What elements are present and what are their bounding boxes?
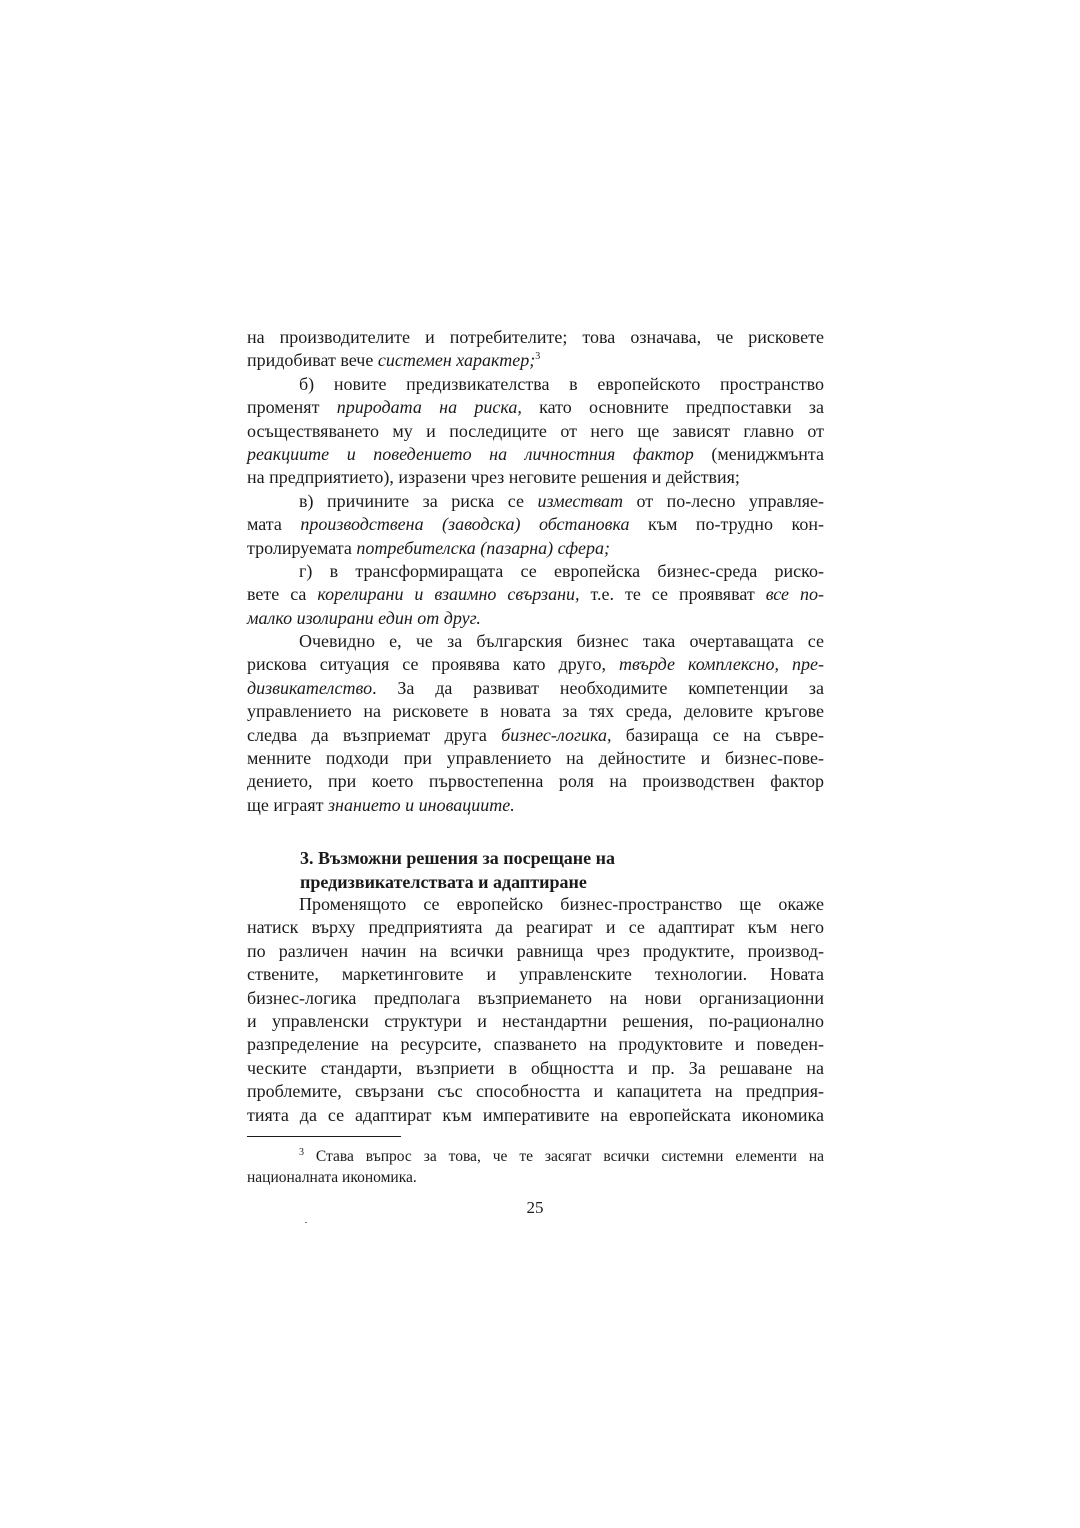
text-run: . За да развиват необходимите компетенции за [372,677,824,698]
text-run: мата [247,514,301,535]
text-run: тията да се адаптират към императивите на европейската икономика [247,1104,824,1125]
text-run: г) в трансформиращата се европейска бизнес-среда риско- [299,560,824,581]
text-line [247,349,824,372]
text-run: дението, при което първостепенна роля на производствен фактор [247,771,824,792]
emphasis-text: дизвикателство [247,677,373,698]
section-heading-line-2: предизвикателствата и адаптиране [300,872,587,892]
footnote-line-1 [247,1146,824,1167]
text-run: по различен начин на всички равнища чрез продуктите, производ- [247,940,824,961]
emphasis-text: все по- [765,584,825,605]
text-run: управлението на рисковете в новата за тях среда, деловите кръгове [247,701,824,722]
text-run: натиск върху предприятията да реагират и се адаптират към него [247,917,824,938]
text-run: рискова ситуация се проявява като друго, [247,654,619,675]
text-line [247,490,824,513]
text-line [247,420,824,443]
text-run: (мениджмънта [693,443,825,464]
text-line [247,560,824,583]
text-run: следва да възприемат друга [247,724,502,745]
text-run: осъществяването му и последиците от него ще зависят главно от [247,420,824,441]
text-run: ще играят [247,794,328,815]
text-run: ческите стандарти, възприети в общността и пр. За решаване на [247,1057,824,1078]
text-line [247,653,824,676]
text-line [247,963,824,986]
emphasis-text: малко изолирани един от друг. [247,607,481,628]
text-run: т.е. те се проявяват [579,584,766,605]
section-heading [300,846,820,894]
text-run: вете са [247,584,318,605]
footnote-reference: 3 [535,351,541,363]
text-line [247,987,824,1010]
text-run: б) новите предизвикателства в европейското пространство [299,373,824,394]
text-run: бизнес-логика предполага възприемането на нови организационни [247,987,824,1008]
text-line [247,677,824,700]
text-run: като основните предпоставки за [521,397,824,418]
text-run: разпределение на ресурсите, спазването на продуктовите и поведен- [247,1034,824,1055]
footnote [247,1146,824,1188]
text-line [247,747,824,770]
text-line [247,630,824,653]
text-run: променят [247,397,337,418]
text-run: на предприятието), изразени чрез неговите решения и действия; [247,467,740,488]
text-line [247,1080,824,1103]
text-line [247,940,824,963]
text-line [247,466,824,489]
text-line [247,326,824,349]
emphasis-text: корелирани и взаимно свързани, [317,584,580,605]
body-text-bottom [247,893,824,1127]
footnote-text-1: Става въпрос за това, че те засягат всички системни елементи на [304,1148,824,1165]
text-line [247,513,824,536]
text-run: Очевидно е, че за българския бизнес така очертаващата се [299,631,824,652]
section-heading-line-1: 3. Възможни решения за посрещане на [300,848,616,868]
text-line [247,373,824,396]
body-text-top [247,326,824,817]
emphasis-text: реакциите и поведението на личностния фактор [247,443,694,464]
text-run: и управленски структури и нестандартни решения, по-рационално [247,1010,824,1031]
text-line [247,1010,824,1033]
text-line [247,916,824,939]
emphasis-text: системен характер; [377,350,536,371]
text-line [247,1057,824,1080]
text-run: тролируемата [247,537,357,558]
text-run: придобиват вече [247,350,378,371]
emphasis-text: производствена (заводска) обстановка [300,514,630,535]
page-number: 25 [526,1198,544,1217]
emphasis-text: потребителска (пазарна) сфера; [356,537,610,558]
emphasis-text: природата на риска, [336,397,522,418]
footnote-separator [247,1136,401,1137]
text-run: в) причините за риска се [299,490,538,511]
emphasis-text: твърде комплексно, пре- [618,654,824,675]
text-run: базираща се на съвре- [611,724,824,745]
text-line [247,583,824,606]
text-line [247,607,824,630]
text-line [247,1033,824,1056]
text-line [247,396,824,419]
text-run: Променящото се европейско бизнес-пространство ще окаже [299,894,824,914]
emphasis-text: знанието и иновациите. [328,794,515,815]
emphasis-text: изместват [537,490,624,511]
text-run: ствените, маркетинговите и управленските технологии. Новата [247,964,824,985]
text-run: на производителите и потребителите; това означава, че рисковете [247,327,824,347]
footnote-marker: 3 [299,1146,304,1158]
text-run: от по-лесно управляе- [623,490,824,511]
text-run: проблемите, свързани със способността и капацитета на предприя- [247,1081,824,1102]
footnote-line-2: националната икономика. [247,1169,417,1186]
emphasis-text: бизнес-логика, [501,724,612,745]
text-run: менните подходи при управлението на дейностите и бизнес-пове- [247,748,824,769]
text-line [247,443,824,466]
text-line [247,724,824,747]
text-line [247,794,824,817]
text-run: към по-трудно кон- [629,514,825,535]
scan-speck [305,1222,307,1223]
text-line [247,700,824,723]
text-line [247,537,824,560]
text-line [247,893,824,916]
text-line [247,1104,824,1127]
text-line [247,770,824,793]
